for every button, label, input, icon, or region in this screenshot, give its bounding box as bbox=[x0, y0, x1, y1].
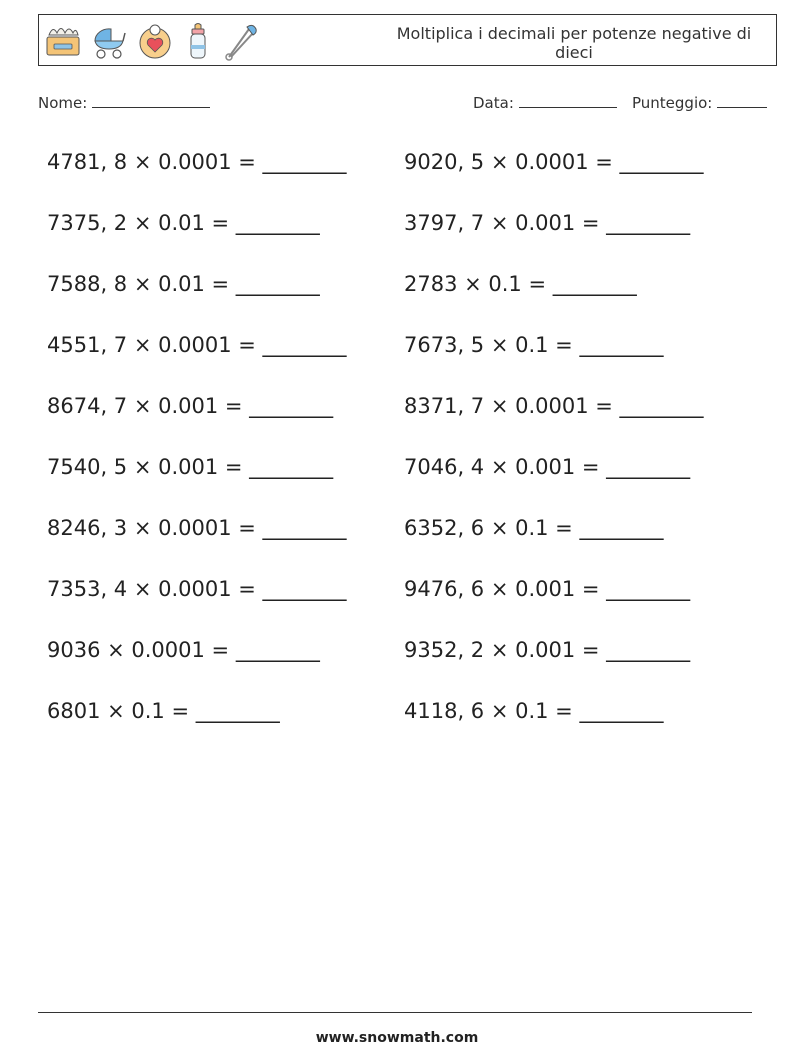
footer-divider bbox=[38, 1012, 752, 1013]
baby-stroller-icon bbox=[89, 21, 129, 61]
header-icons bbox=[43, 19, 261, 63]
problem-right-2: 3797, 7 × 0.001 = ________ bbox=[404, 211, 691, 235]
baby-bottle-icon bbox=[181, 21, 215, 61]
problem-left-3: 7588, 8 × 0.01 = ________ bbox=[47, 272, 320, 296]
problem-right-8: 9476, 6 × 0.001 = ________ bbox=[404, 577, 691, 601]
problem-left-5: 8674, 7 × 0.001 = ________ bbox=[47, 394, 334, 418]
problem-left-7: 8246, 3 × 0.0001 = ________ bbox=[47, 516, 347, 540]
problem-right-9: 9352, 2 × 0.001 = ________ bbox=[404, 638, 691, 662]
problem-right-7: 6352, 6 × 0.1 = ________ bbox=[404, 516, 664, 540]
footer-url[interactable]: www.snowmath.com bbox=[315, 1030, 479, 1046]
score-blank[interactable] bbox=[717, 93, 767, 108]
score-label: Punteggio: bbox=[632, 94, 713, 112]
problem-left-10: 6801 × 0.1 = ________ bbox=[47, 699, 280, 723]
baby-bib-icon bbox=[135, 21, 175, 61]
tissue-box-icon bbox=[43, 21, 83, 61]
worksheet-title: Moltiplica i decimali per potenze negative di dieci bbox=[396, 24, 752, 62]
name-blank[interactable] bbox=[92, 93, 210, 108]
problem-right-5: 8371, 7 × 0.0001 = ________ bbox=[404, 394, 704, 418]
problem-right-10: 4118, 6 × 0.1 = ________ bbox=[404, 699, 664, 723]
problem-right-6: 7046, 4 × 0.001 = ________ bbox=[404, 455, 691, 479]
problem-right-4: 7673, 5 × 0.1 = ________ bbox=[404, 333, 664, 357]
date-label: Data: bbox=[473, 94, 514, 112]
name-label: Nome: bbox=[38, 94, 88, 112]
problem-right-1: 9020, 5 × 0.0001 = ________ bbox=[404, 150, 704, 174]
problem-right-3: 2783 × 0.1 = ________ bbox=[404, 272, 637, 296]
date-blank[interactable] bbox=[519, 93, 617, 108]
date-field[interactable] bbox=[473, 93, 617, 112]
problem-left-9: 9036 × 0.0001 = ________ bbox=[47, 638, 320, 662]
worksheet-header bbox=[38, 14, 777, 66]
problem-left-4: 4551, 7 × 0.0001 = ________ bbox=[47, 333, 347, 357]
problem-left-1: 4781, 8 × 0.0001 = ________ bbox=[47, 150, 347, 174]
problem-left-2: 7375, 2 × 0.01 = ________ bbox=[47, 211, 320, 235]
problem-left-8: 7353, 4 × 0.0001 = ________ bbox=[47, 577, 347, 601]
score-field[interactable] bbox=[632, 93, 767, 112]
problem-left-6: 7540, 5 × 0.001 = ________ bbox=[47, 455, 334, 479]
name-field[interactable] bbox=[38, 93, 210, 112]
safety-pin-icon bbox=[221, 21, 261, 61]
